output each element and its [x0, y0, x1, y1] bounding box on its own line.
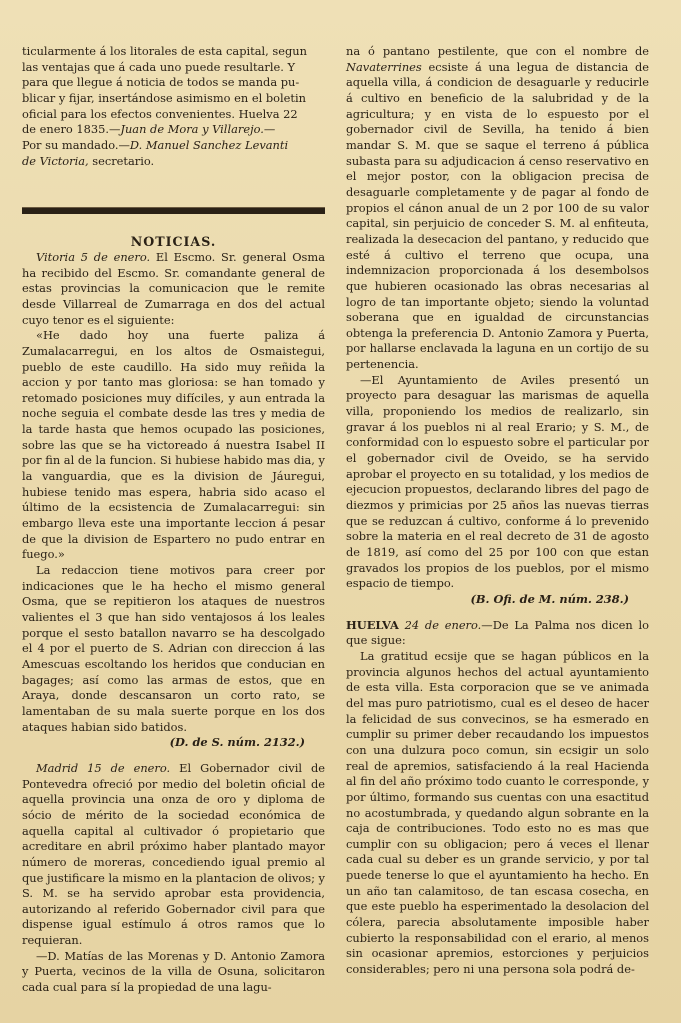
section-title: NOTICIAS.	[130, 234, 217, 250]
madrid-article	[22, 761, 325, 949]
huelva-place: HUELVA	[346, 617, 399, 632]
left-column	[22, 44, 325, 996]
aviles-article: —El Ayuntamiento de Aviles presentó un proyecto para desaguar las marismas de aquella villa, proponiendo los medios de realizarlo, sin gravar á los pueblos ni al real Erario; y S. M., de conformidad con lo espuesto sobre el particular por el gobernador civil de Oveido, se ha servido aprobar el proyecto en su totalidad, y los medios de ejecucion propuestos, declarando libres del pago de diezmos y primicias por 25 años las nuevas tierras que se reduzcan á cultivo, conforme á lo prevenido sobre la materia en el real decreto de 31 de agosto de 1819, así como del 25 por 100 con que estan gravados los propios de los pueblos, por el mismo espacio de tiempo.	[346, 372, 649, 591]
huelva-intro: De La Palma nos dicen lo que sigue:	[346, 617, 649, 648]
vitoria-commentary: La redaccion tiene motivos para creer por indicaciones que le ha hecho el mismo general Osma, que se repitieron los ataques de nuestros valientes el 3 que han sido ventajosos á los leales porque el sesto batallon navarro se ha descolgado el 4 por el puerto de S. Adrian con direccion á las Amescuas escoltando los heridos que conducian en bagages; así como las armas de estos, que en Araya, donde descansaron un corto rato, se lamentaban de su mala suerte porque en los dos ataques habian sido batidos.	[22, 563, 325, 734]
decree-secretary-line	[22, 154, 325, 170]
huelva-dateline-line: HUELVA 24 de enero.—De La Palma nos dicen lo que sigue:	[346, 617, 649, 648]
laguna-name: Navaterrines	[346, 59, 422, 74]
section-divider	[22, 207, 325, 214]
aviles-cite: (B. Ofi. de M. núm. 238.)	[470, 591, 629, 606]
decree-date: de enero 1835.	[22, 122, 110, 137]
right-column	[346, 44, 649, 978]
decree-line: las ventajas que á cada uno puede resultarle. Y	[22, 59, 295, 74]
vitoria-text: El Escmo. Sr. general Osma ha recibido del Escmo. Sr. comandante general de estas provincias la comunicacion que le remite desde Villarreal de Zumarraga en dos del actual cuyo tenor es el siguiente:	[22, 249, 325, 327]
vitoria-article	[22, 250, 325, 328]
decree-secretary-role: secretario.	[92, 153, 155, 168]
huelva-text: La gratitud ecsije que se hagan públicos en la provincia algunos hechos del actual ayuntamiento de esta villa. Esta corporacion que se ve animada del mas puro patriotismo, cual es el deseo de hacer la felicidad de sus convecinos, se ha esmerado en cumplir su primer deber recaudando los impuestos con una dulzura poco comun, sin ecsigir un solo real de apremios, satisfaciendo á la real Hacienda al fin del año próximo todo cuanto le corresponde, y por último, formando sus cuentas con una esactitud no acostumbrada, y quedando algun sobrante en la caja de contribuciones. Todo esto no es mas que cumplir con su obligacion; pero á veces el llenar cada cual su deber es un grande servicio, y por tal puede tenerse lo que el ayuntamiento ha hecho. En un año tan calamitoso, de tan escasa cosecha, en que este pueblo ha esperimentado la desolacion del cólera, parecia absolutamente imposible haber cubierto la responsabilidad con el erario, al menos sin ocasionar apremios, estorciones y perjuicios considerables; pero ni una persona sola podrá de-	[346, 648, 649, 977]
decree-signer: Juan de Mora y Villarejo.	[120, 122, 264, 137]
decree-secretary-place: de Victoria,	[22, 153, 89, 168]
aviles-text: El Ayuntamiento de Aviles presentó un proyecto para desaguar las marismas de aquella villa, proponiendo los medios de realizarlo, sin gravar á los pueblos ni al real Erario; y S. M., de conformidad con lo espuesto sobre el particular por el gobernador civil de Oveido, se ha servido aprobar el proyecto en su totalidad, y los medios de ejecucion propuestos, declarando libres del pago de diezmos y primicias por 25 años las nuevas tierras que se reduzcan á cultivo, conforme á lo prevenido sobre la materia en el real decreto de 31 de agosto de 1819, así como del 25 por 100 con que estan gravados los propios de los pueblos, por el mismo espacio de tiempo.	[346, 372, 649, 591]
decree-secretary: D. Manuel Sanchez Levanti	[129, 137, 289, 152]
laguna-article: na ó pantano pestilente, que con el nombre de Navaterrines ecsiste á una legua de distancia de aquella villa, á condicion de desaguarle y reducirle á cultivo en beneficio de la salubridad y de la agricultura; y en vista de lo espuesto por el gobernador civil de Sevilla, ha tenido á bien mandar S. M. que se saque el terreno á pública subasta para su adjudicacion á censo reservativo en el mejor postor, con la obligacion precisa de desaguarle completamente y de pagar al fondo de propios el cánon anual de un 2 por 100 de su valor capital, sin perjuicio de conceder S. M. al enfiteuta, realizada la desecacion del pantano, y reducido que esté á cultivo el terreno que ocupa, una indemnizacion proporcionada á los desembolsos que hubieren ocasionado las obras necesarias al logro de tan importante objeto; siendo la voluntad soberana que en igualdad de circunstancias obtenga la preferencia D. Antonio Zamora y Puerta, por hallarse enclavada la laguna en un cortijo de su pertenencia.	[346, 44, 650, 372]
huelva-date: 24 de enero.	[404, 617, 482, 632]
vitoria-quote: «He dado hoy una fuerte paliza á Zumalacarregui, en los altos de Osmaistegui, pueblo de este caudillo. Ha sido muy reñida la accion y por tanto mas gloriosa: se han tomado y retomado posiciones muy difíciles, y aun entrada la noche seguia el combate desde las tres y media de la tarde hasta que hemos ocupado las posiciones, sobre las que se ha victoreado á nuestra Isabel II por fin al de la funcion. Si hubiese habido mas dia, y la vanguardia, que es la division de Jáuregui, hubiese tenido mas espera, habria sido acaso el último de la ecsistencia de Zumalacarregui: sin embargo lleva este una importante leccion á pesar de que la division de Espartero no pudo entrar en fuego.»	[22, 328, 325, 562]
decree-line: para que llegue á noticia de todos se manda pu-	[22, 75, 300, 90]
decree-order-line: Por su mandado.—D. Manuel Sanchez Levanti	[22, 137, 289, 152]
vitoria-dateline: Vitoria 5 de enero.	[36, 249, 151, 264]
decree-order: Por su mandado.	[22, 137, 119, 152]
vitoria-cite: (D. de S. núm. 2132.)	[169, 735, 305, 750]
decree-closing: de enero 1835.—Juan de Mora y Villarejo.—	[22, 122, 276, 137]
madrid-dateline: Madrid 15 de enero.	[36, 760, 171, 775]
matias-article: —D. Matías de las Morenas y D. Antonio Zamora y Puerta, vecinos de la villa de Osuna, solicitaron cada cual para sí la propiedad de una lagu-	[22, 948, 325, 995]
madrid-text: El Gobernador civil de Pontevedra ofreció por medio del boletin oficial de aquella provincia una onza de oro y diploma de sócio de mérito de la sociedad económica de aquella capital al cultivador ó propietario que acreditare en abril próximo haber plantado mayor número de moreras, concediendo igual premio al que justificare la mismo en la plantacion de olivos; y S. M. se ha servido aprobar esta providencia, autorizando al referido Gobernador civil para que dispense igual estímulo á otros ramos que lo requieran.	[22, 760, 325, 948]
matias-text: D. Matías de las Morenas y D. Antonio Zamora y Puerta, vecinos de la villa de Osuna, solicitaron cada cual para sí la propiedad de una lagu-	[22, 948, 325, 995]
decree-line: ticularmente á los litorales de esta capital, segun	[22, 44, 307, 58]
decree-line: oficial para los efectos convenientes. Huelva 22	[22, 106, 298, 121]
decree-line: blicar y fijar, insertándose asimismo en el boletin	[22, 90, 306, 105]
